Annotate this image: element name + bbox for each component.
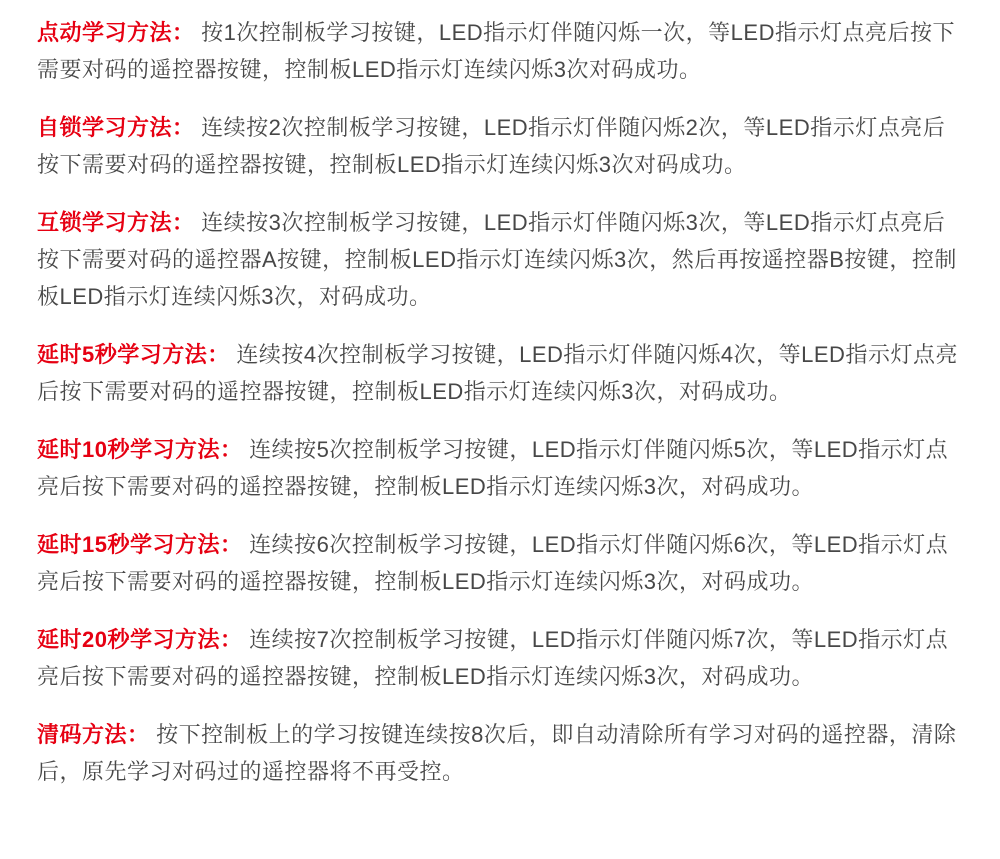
method-heading: 延时20秒学习方法： [37,627,243,652]
method-heading: 延时5秒学习方法： [37,342,230,367]
method-body: 连续按5次控制板学习按键，LED指示灯伴随闪烁5次，等LED指示灯点亮后按下需要对码的遥控器按键，控制板LED指示灯连续闪烁3次，对码成功。 [37,437,949,499]
paragraph-delay20s-learning [37,621,963,695]
method-heading: 清码方法： [37,722,150,747]
paragraph-delay10s-learning [37,431,963,505]
paragraph-delay5s-learning [37,336,963,410]
method-body: 连续按7次控制板学习按键，LED指示灯伴随闪烁7次，等LED指示灯点亮后按下需要对码的遥控器按键，控制板LED指示灯连续闪烁3次，对码成功。 [37,627,949,689]
method-heading: 互锁学习方法： [37,210,195,235]
paragraph-jog-learning [37,14,963,88]
method-heading: 自锁学习方法： [37,115,195,140]
method-heading: 延时10秒学习方法： [37,437,243,462]
method-heading: 延时15秒学习方法： [37,532,243,557]
method-heading: 点动学习方法： [37,20,195,45]
paragraph-delay15s-learning [37,526,963,600]
method-body: 按下控制板上的学习按键连续按8次后，即自动清除所有学习对码的遥控器，清除后，原先学习对码过的遥控器将不再受控。 [37,722,957,784]
paragraph-clear-code [37,716,963,790]
method-body: 连续按6次控制板学习按键，LED指示灯伴随闪烁6次，等LED指示灯点亮后按下需要对码的遥控器按键，控制板LED指示灯连续闪烁3次，对码成功。 [37,532,949,594]
paragraph-selflock-learning [37,109,963,183]
method-body: 连续按3次控制板学习按键，LED指示灯伴随闪烁3次，等LED指示灯点亮后按下需要对码的遥控器A按键，控制板LED指示灯连续闪烁3次，然后再按遥控器B按键，控制板LED指示灯连续闪烁3次，对码成功。 [37,210,957,309]
paragraph-interlock-learning [37,204,963,315]
method-body: 连续按4次控制板学习按键，LED指示灯伴随闪烁4次，等LED指示灯点亮后按下需要对码的遥控器按键，控制板LED指示灯连续闪烁3次，对码成功。 [37,342,958,404]
method-body: 按1次控制板学习按键，LED指示灯伴随闪烁一次，等LED指示灯点亮后按下需要对码的遥控器按键，控制板LED指示灯连续闪烁3次对码成功。 [37,20,955,82]
method-body: 连续按2次控制板学习按键，LED指示灯伴随闪烁2次，等LED指示灯点亮后按下需要对码的遥控器按键，控制板LED指示灯连续闪烁3次对码成功。 [37,115,946,177]
